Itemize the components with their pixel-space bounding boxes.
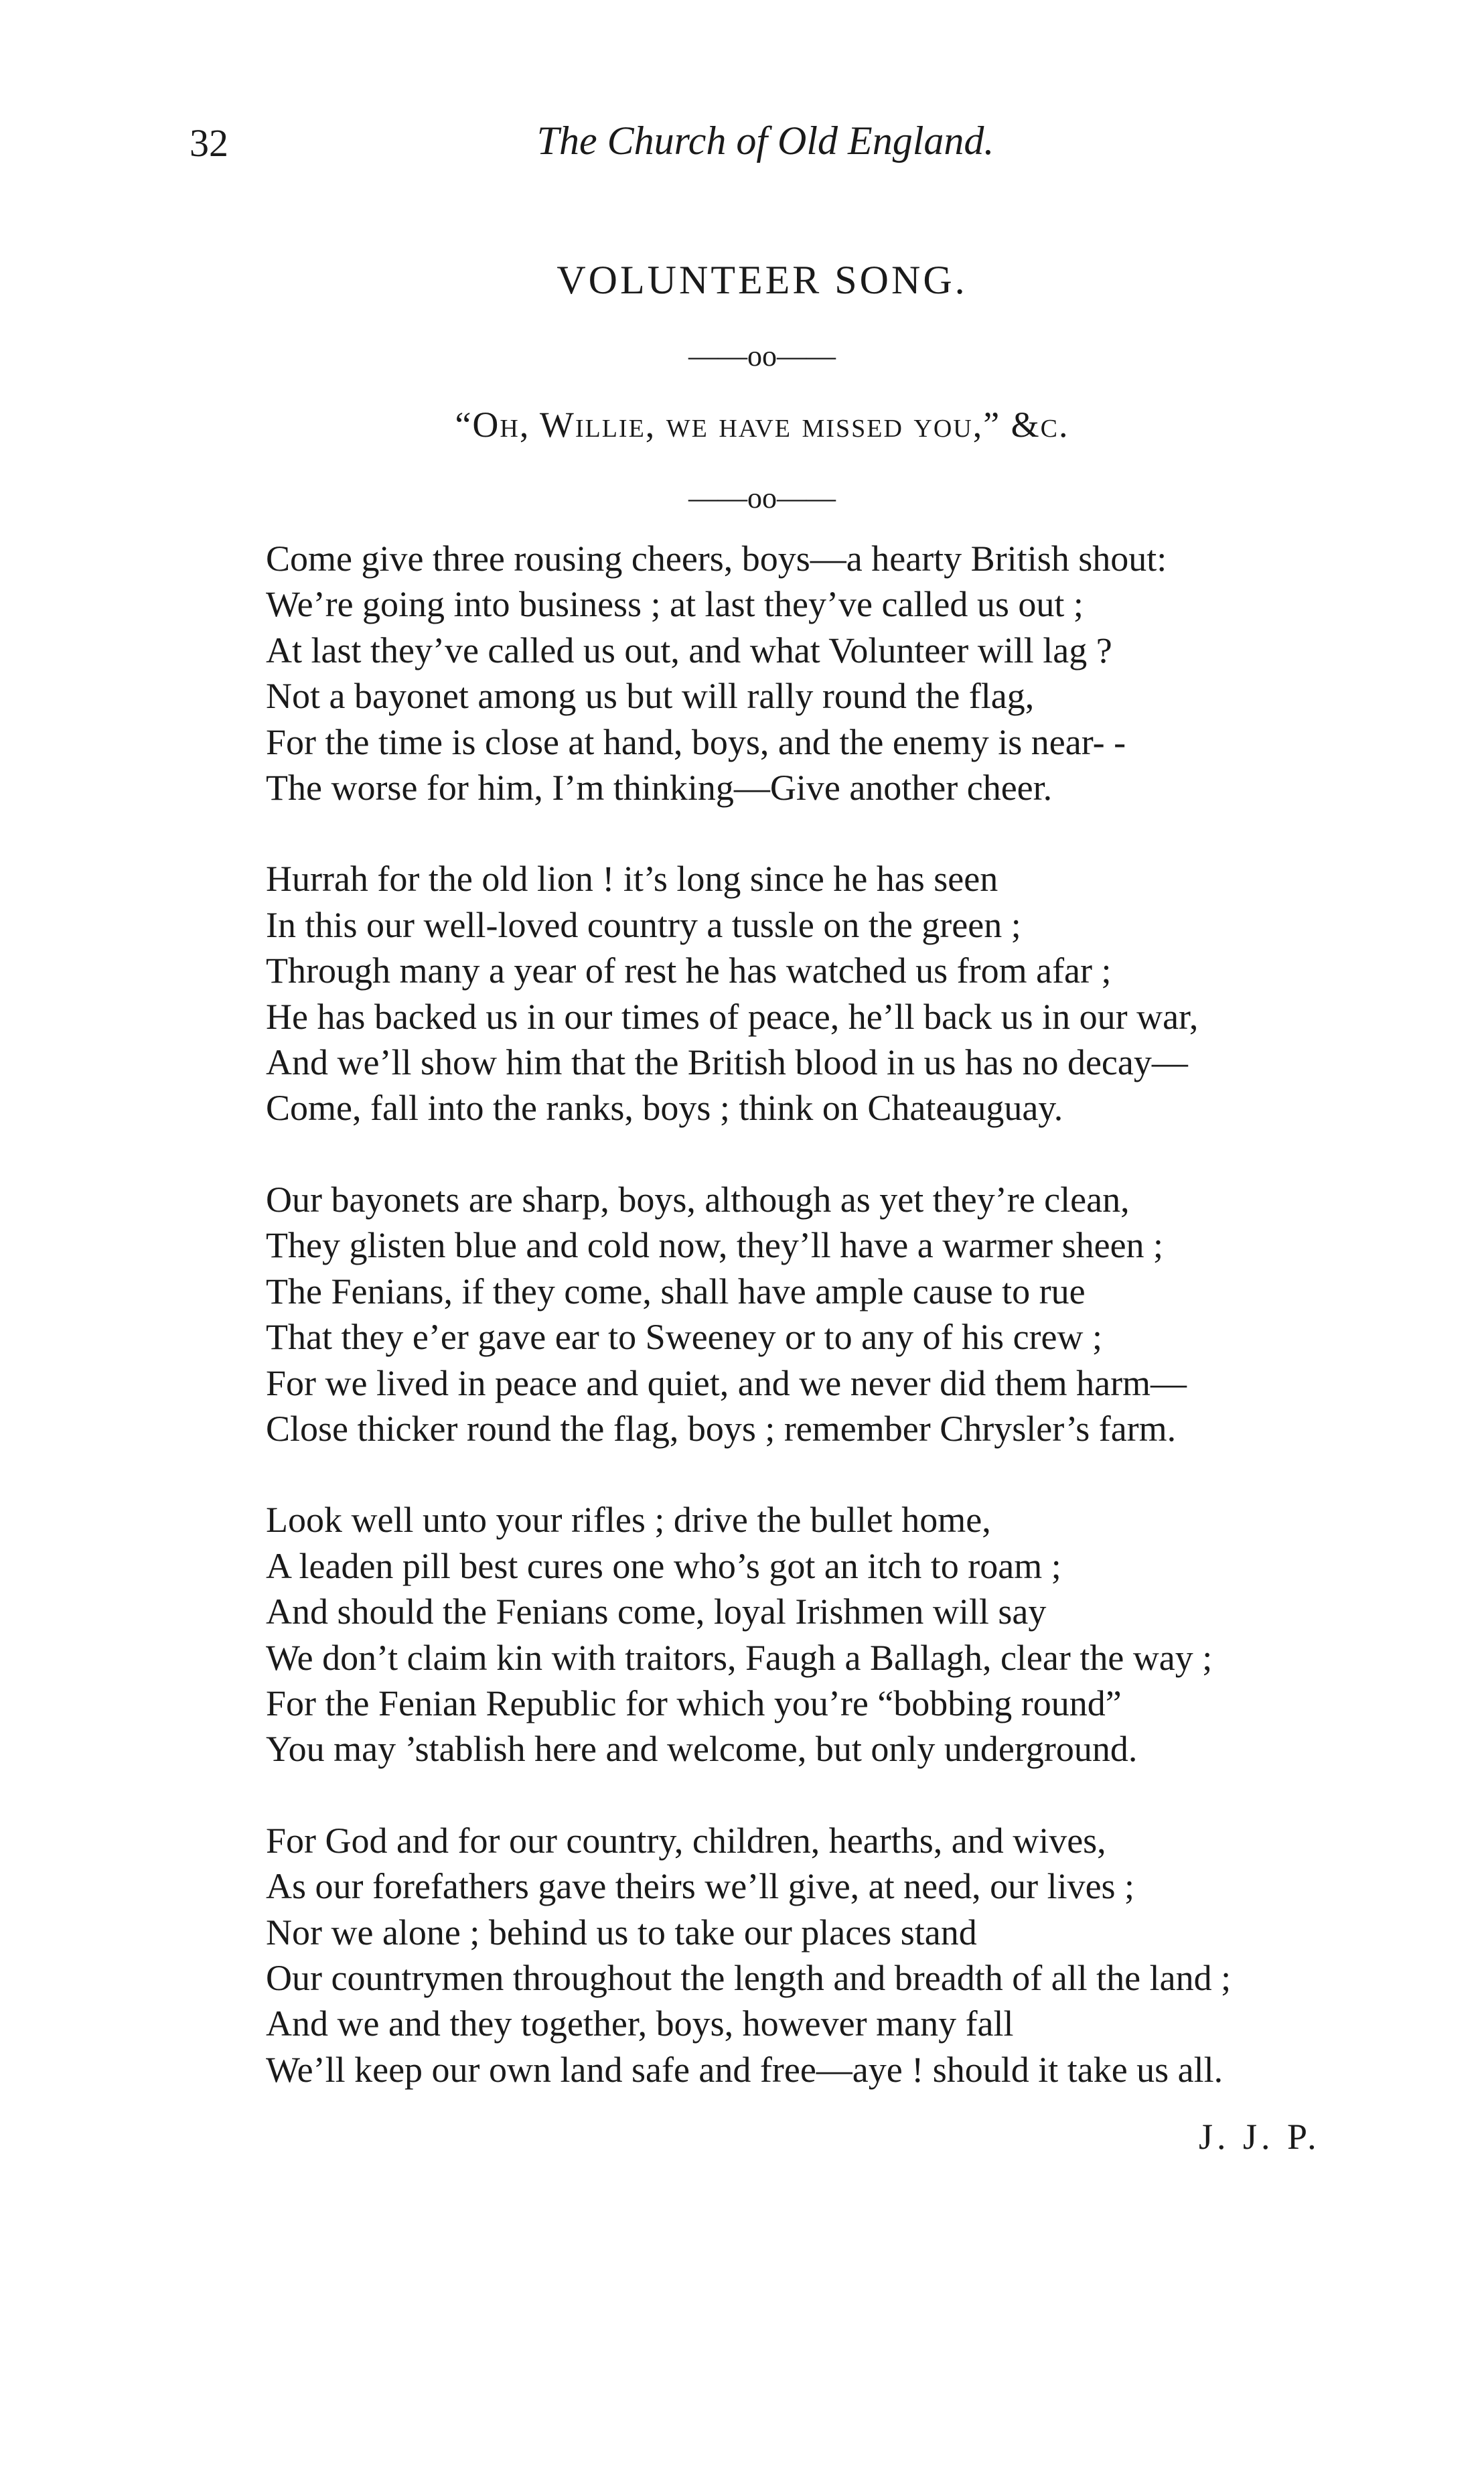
stanza-1 [266, 536, 1404, 810]
poem-line: Not a bayonet among us but will rally round the flag, [266, 676, 1035, 717]
poem-line: We don’t claim kin with traitors, Faugh a Ballagh, clear the way ; [266, 1637, 1213, 1678]
poem-line: For we lived in peace and quiet, and we never did them harm— [266, 1362, 1187, 1403]
poem-line: And should the Fenians come, loyal Irishmen will say [266, 1591, 1047, 1632]
stanza-3 [266, 1177, 1404, 1451]
poem-line: The Fenians, if they come, shall have ample cause to rue [266, 1271, 1086, 1312]
poem-line: Close thicker round the flag, boys ; remember Chrysler’s farm. [266, 1408, 1177, 1449]
poem-line: And we’ll show him that the British blood in us has no decay— [266, 1042, 1188, 1083]
poem-line: Nor we alone ; behind us to take our places stand [266, 1912, 977, 1953]
poem-line: Look well unto your rifles ; drive the bullet home, [266, 1500, 991, 1541]
poem-line: For God and for our country, children, hearths, and wives, [266, 1820, 1106, 1861]
page-number: 32 [190, 121, 228, 165]
poem-line: For the time is close at hand, boys, and the enemy is near- - [266, 721, 1126, 762]
song-title: VOLUNTEER SONG. [556, 258, 968, 302]
poem-line: Our countrymen throughout the length and breadth of all the land ; [266, 1957, 1232, 1998]
stanza-5 [266, 1818, 1404, 2093]
poem-body [266, 536, 1404, 2138]
poem-line: Hurrah for the old lion ! it’s long since he has seen [266, 859, 998, 900]
poem-line: At last they’ve called us out, and what Volunteer will lag ? [266, 630, 1112, 670]
poem-line: A leaden pill best cures one who’s got an itch to roam ; [266, 1545, 1061, 1586]
poem-line: We’re going into business ; at last they’ve called us out ; [266, 584, 1084, 625]
poem-line: And we and they together, boys, however many fall [266, 2003, 1014, 2044]
running-title: The Church of Old England. [536, 119, 994, 163]
poem-line: We’ll keep our own land safe and free—aye ! should it take us all. [266, 2049, 1223, 2090]
ornament-divider: ——oo—— [688, 482, 836, 514]
poem-line: Come give three rousing cheers, boys—a hearty British shout: [266, 539, 1167, 579]
stanza-2 [266, 856, 1404, 1131]
poem-line: The worse for him, I’m thinking—Give another cheer. [266, 768, 1053, 808]
ornament-divider: ——oo—— [688, 340, 836, 372]
poem-line: Come, fall into the ranks, boys ; think on Chateauguay. [266, 1088, 1063, 1129]
poem-line: He has backed us in our times of peace, he’ll back us in our war, [266, 996, 1199, 1037]
poem-line: As our forefathers gave theirs we’ll give, at need, our lives ; [266, 1866, 1135, 1907]
author-signature: J. J. P. [1199, 2117, 1321, 2157]
poem-line: They glisten blue and cold now, they’ll have a warmer sheen ; [266, 1225, 1164, 1266]
tune-note: “Oh, Willie, we have missed you,” &c. [455, 405, 1069, 445]
poem-line: For the Fenian Republic for which you’re “bobbing round” [266, 1683, 1122, 1723]
poem-line: You may ’stablish here and welcome, but only underground. [266, 1729, 1138, 1770]
poem-line: That they e’er gave ear to Sweeney or to any of his crew ; [266, 1317, 1102, 1358]
poem-line: Through many a year of rest he has watched us from afar ; [266, 950, 1112, 991]
poem-line: In this our well-loved country a tussle on the green ; [266, 904, 1021, 945]
stanza-4 [266, 1497, 1404, 1772]
poem-line: Our bayonets are sharp, boys, although as yet they’re clean, [266, 1179, 1130, 1220]
